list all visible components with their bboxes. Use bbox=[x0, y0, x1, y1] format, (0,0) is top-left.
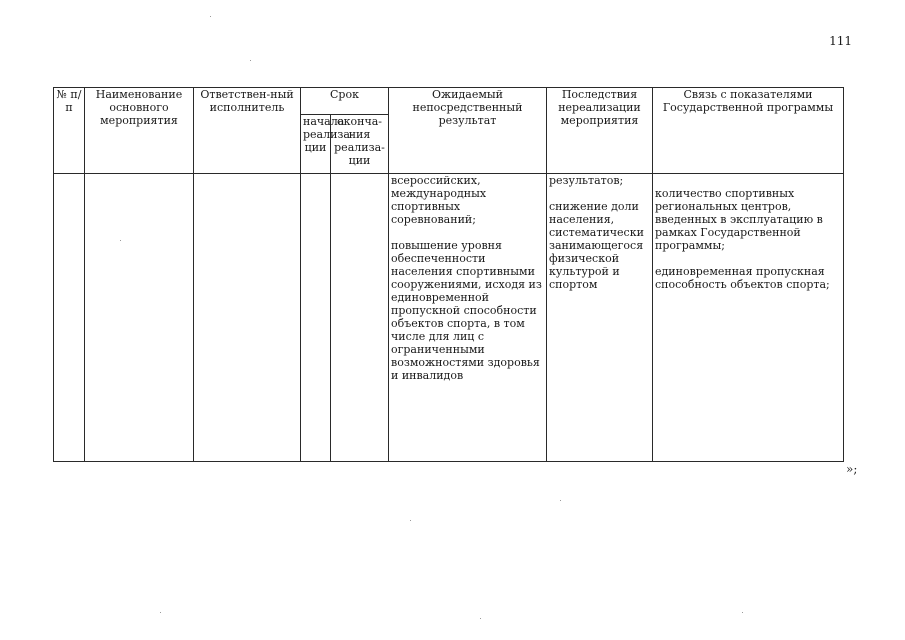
table-row bbox=[54, 174, 844, 462]
table-header-row bbox=[54, 88, 844, 115]
measures-table bbox=[53, 87, 844, 462]
header-responsible: Ответствен-ный исполнитель bbox=[194, 88, 301, 174]
cell-num bbox=[54, 174, 85, 462]
header-term-end: оконча-ния реализа-ции bbox=[331, 115, 389, 174]
expected-result-text-2: повышение уровня обеспеченности населения спортивными сооружениями, исходя из единовременной пропускной способности объектов спорта, в том числе для лиц с ограниченными возможностями здоровья и инвалидов bbox=[391, 239, 542, 382]
page-number: 111 bbox=[829, 34, 852, 48]
header-term: Срок bbox=[301, 88, 389, 115]
scan-speck bbox=[160, 612, 161, 613]
cell-link bbox=[653, 174, 844, 462]
consequences-text-2: снижение доли населения, систематически занимающегося физической культурой и спортом bbox=[549, 200, 644, 291]
header-link: Связь с показателями Государственной программы bbox=[653, 88, 844, 174]
scan-speck bbox=[210, 16, 211, 17]
link-text-1: количество спортивных региональных центров, введенных в эксплуатацию в рамках Государственной программы; bbox=[655, 187, 823, 252]
scan-speck bbox=[742, 612, 743, 613]
header-num: № п/п bbox=[54, 88, 85, 174]
scan-speck bbox=[480, 618, 481, 619]
expected-result-text-1: всероссийских, международных спортивных соревнований; bbox=[391, 174, 487, 226]
cell-name bbox=[85, 174, 194, 462]
scan-speck bbox=[120, 240, 121, 241]
cell-responsible bbox=[194, 174, 301, 462]
cell-consequences bbox=[547, 174, 653, 462]
scan-speck bbox=[560, 500, 561, 501]
header-consequences: Последствия нереализации мероприятия bbox=[547, 88, 653, 174]
cell-term-start bbox=[301, 174, 331, 462]
consequences-text-1: результатов; bbox=[549, 174, 624, 187]
closing-quote-mark: »; bbox=[846, 462, 858, 476]
header-name: Наименование основного мероприятия bbox=[85, 88, 194, 174]
link-text-2: единовременная пропускная способность объектов спорта; bbox=[655, 265, 830, 291]
scan-speck bbox=[250, 60, 251, 61]
scan-speck bbox=[410, 520, 411, 521]
cell-expected-result bbox=[389, 174, 547, 462]
cell-term-end bbox=[331, 174, 389, 462]
header-term-start: начала реализа-ции bbox=[301, 115, 331, 174]
header-expected-result: Ожидаемый непосредственный результат bbox=[389, 88, 547, 174]
